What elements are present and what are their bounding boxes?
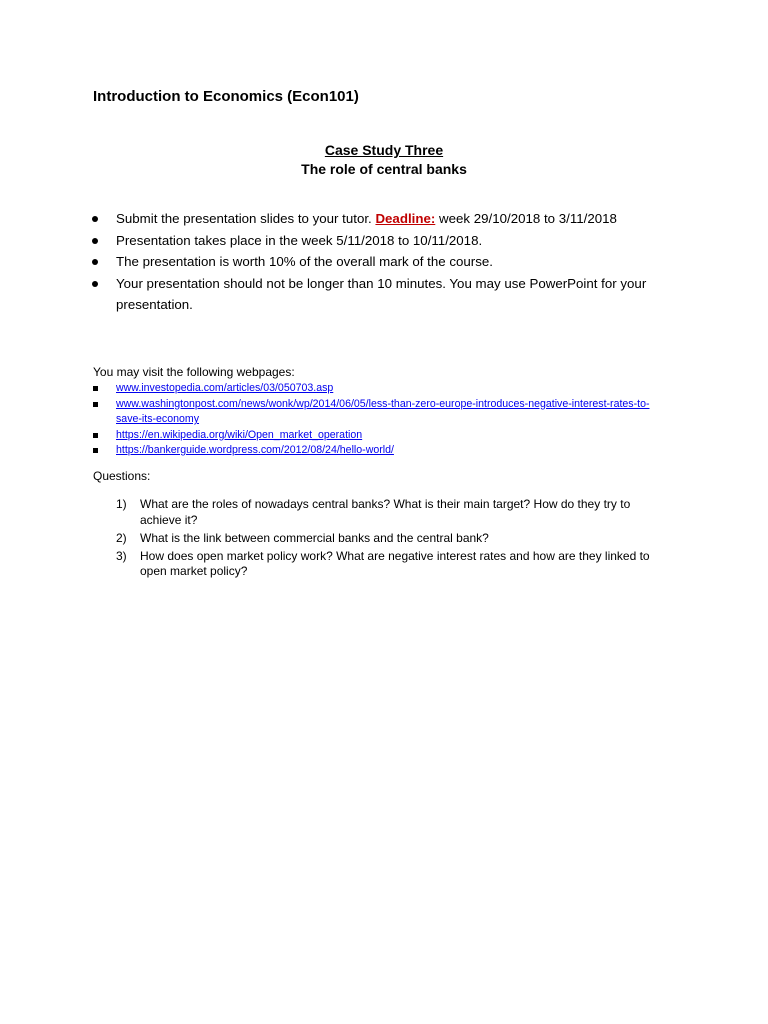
link-item (93, 428, 663, 444)
course-title: Introduction to Economics (Econ101) (93, 88, 359, 105)
square-bullet-icon (93, 433, 98, 438)
case-study-heading (0, 141, 768, 179)
questions-label: Questions: (93, 469, 151, 483)
question-text: What are the roles of nowadays central banks? What is their main target? How do they try to achieve it? (140, 497, 631, 527)
link-bankerguide[interactable]: https://bankerguide.wordpress.com/2012/08/24/hello-world/ (116, 444, 394, 456)
instruction-text: The presentation is worth 10% of the overall mark of the course. (116, 254, 493, 269)
bullet-icon (92, 216, 98, 222)
link-wikipedia[interactable]: https://en.wikipedia.org/wiki/Open_market_operation (116, 428, 363, 441)
bullet-icon (92, 238, 98, 244)
square-bullet-icon (93, 386, 98, 391)
instructions-list (92, 208, 672, 316)
square-bullet-icon (93, 402, 98, 407)
question-item (116, 549, 656, 580)
question-text: What is the link between commercial banks and the central bank? (140, 530, 489, 545)
question-item (116, 531, 656, 547)
instruction-text: Submit the presentation slides to your tutor. (116, 211, 376, 226)
question-item (116, 497, 656, 528)
bullet-icon (92, 281, 98, 287)
question-number: 2) (116, 530, 127, 545)
instruction-item (92, 251, 672, 273)
links-intro: You may visit the following webpages: (93, 365, 295, 379)
question-number: 1) (116, 497, 127, 511)
instruction-text: Presentation takes place in the week 5/11/2018 to 10/11/2018. (116, 232, 483, 248)
case-study-title: Case Study Three (324, 142, 444, 158)
link-item (93, 443, 663, 459)
deadline-label: Deadline: (375, 211, 436, 226)
question-number: 3) (116, 548, 127, 563)
link-washingtonpost[interactable]: www.washingtonpost.com/news/wonk/wp/2014/06/05/less-than-zero-europe-introduces-negative-interest-rates-to-save-its-economy (116, 397, 650, 425)
questions-list (116, 497, 656, 582)
question-text: How does open market policy work? What are negative interest rates and how are they linked to open market policy? (140, 548, 650, 578)
instruction-text: week 29/10/2018 to 3/11/2018 (435, 211, 617, 226)
instruction-item (92, 273, 672, 316)
bullet-icon (92, 259, 98, 265)
case-study-subtitle: The role of central banks (301, 161, 467, 177)
instruction-item (92, 230, 672, 252)
square-bullet-icon (93, 448, 98, 453)
instruction-item (92, 208, 672, 230)
link-item (93, 397, 663, 428)
webpage-links-list (93, 381, 663, 459)
instruction-text: Your presentation should not be longer than 10 minutes. You may use PowerPoint for your presentation. (116, 275, 647, 312)
link-item (93, 381, 663, 397)
link-investopedia[interactable]: www.investopedia.com/articles/03/050703.asp (116, 382, 334, 394)
